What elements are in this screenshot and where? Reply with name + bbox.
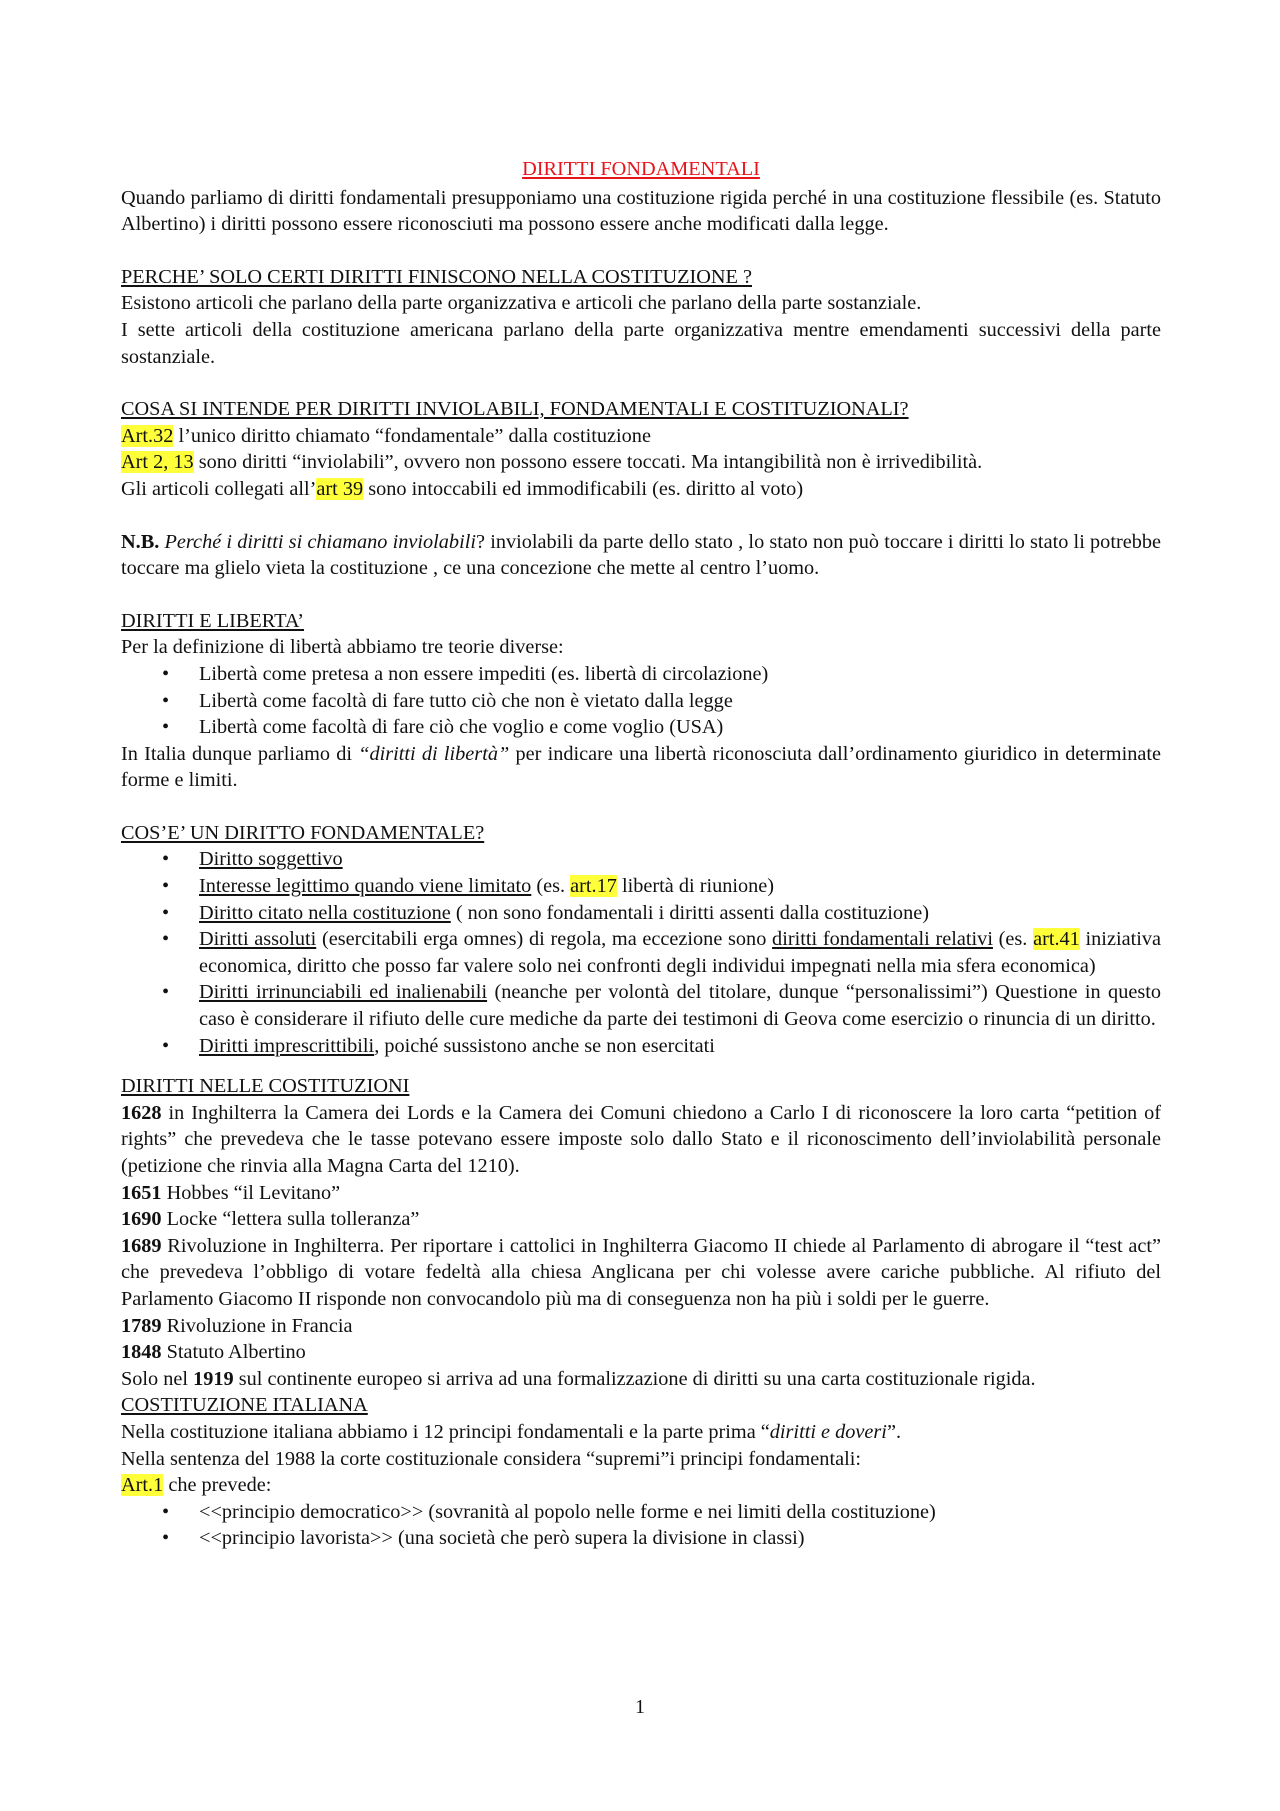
timeline-entry: 1651 Hobbes “il Levitano” <box>121 1181 341 1204</box>
timeline-entry: 1690 Locke “lettera sulla tolleranza” <box>121 1208 420 1231</box>
article-ref-highlight: Art 2, 13 <box>121 451 194 474</box>
list-item: • Diritto soggettivo <box>121 846 1161 873</box>
list-item: • Diritti imprescrittibili, poiché sussistono anche se non esercitati <box>121 1033 1161 1060</box>
section-heading-diritto-fondamentale: COS’E’ UN DIRITTO FONDAMENTALE? <box>121 821 485 844</box>
paragraph: Nella costituzione italiana abbiamo i 12 principi fondamentali e la parte prima “diritti e doveri”. <box>121 1420 902 1443</box>
list-item: • Interesse legittimo quando viene limitato (es. art.17 libertà di riunione) <box>121 873 1161 900</box>
document-body <box>121 156 1161 1552</box>
article-ref-highlight: Art.1 <box>121 1474 164 1497</box>
paragraph: I sette articoli della costituzione americana parlano della parte organizzativa mentre emendamenti successivi della parte sostanziale. <box>121 318 1161 368</box>
bullet-list <box>121 661 1161 741</box>
timeline-entry: 1848 Statuto Albertino <box>121 1341 306 1364</box>
article-line: Art 2, 13 sono diritti “inviolabili”, ovvero non possono essere toccati. Ma intangibilità non è irrivedibilità. <box>121 451 983 474</box>
list-item: • <<principio lavorista>> (una società che però supera la divisione in classi) <box>121 1525 1161 1552</box>
article-ref-highlight: art 39 <box>316 477 364 500</box>
paragraph: In Italia dunque parliamo di “diritti di libertà” per indicare una libertà riconosciuta dall’ordinamento giuridico in determinate forme e limiti. <box>121 742 1162 792</box>
article-ref-highlight: art.17 <box>570 875 617 898</box>
section-heading-costituzioni: DIRITTI NELLE COSTITUZIONI <box>121 1075 410 1098</box>
timeline-entry: 1689 Rivoluzione in Inghilterra. Per riportare i cattolici in Inghilterra Giacomo II chiede al Parlamento di abrogare il “test act” che prevedeva l’obbligo di votare fedeltà alla chiesa Anglicana per chi volesse avere cariche pubbliche. Al rifiuto del Parlamento Giacomo II risponde non convocandolo più ma di conseguenza non ha più i soldi per le guerre. <box>121 1234 1161 1310</box>
list-item: • Libertà come pretesa a non essere impediti (es. libertà di circolazione) <box>121 661 1161 688</box>
article-line: Gli articoli collegati all’art 39 sono intoccabili ed immodificabili (es. diritto al voto) <box>121 477 804 500</box>
list-item: • Libertà come facoltà di fare tutto ciò che non è vietato dalla legge <box>121 688 1161 715</box>
list-item: • <<principio democratico>> (sovranità al popolo nelle forme e nei limiti della costituzione) <box>121 1499 1161 1526</box>
article-line: Art.32 l’unico diritto chiamato “fondamentale” dalla costituzione <box>121 424 651 447</box>
bullet-list <box>121 1499 1161 1552</box>
list-item: • Libertà come facoltà di fare ciò che voglio e come voglio (USA) <box>121 714 1161 741</box>
paragraph: Per la definizione di libertà abbiamo tre teorie diverse: <box>121 636 564 659</box>
section-heading-costituzione: PERCHE’ SOLO CERTI DIRITTI FINISCONO NELLA COSTITUZIONE ? <box>121 265 753 288</box>
intro-paragraph: Quando parliamo di diritti fondamentali presupponiamo una costituzione rigida perché in una costituzione flessibile (es. Statuto Albertino) i diritti possono essere riconosciuti ma possono essere anche modificati dalla legge. <box>121 186 1161 236</box>
section-heading-costituzione-italiana: COSTITUZIONE ITALIANA <box>121 1394 368 1417</box>
paragraph: Nella sentenza del 1988 la corte costituzionale considera “supremi”i principi fondamentali: <box>121 1447 861 1470</box>
page-number: 1 <box>635 1696 645 1718</box>
list-item: • Diritti irrinunciabili ed inalienabili (neanche per volontà del titolare, dunque “personalissimi”) Questione in questo caso è considerare il rifiuto delle cure mediche da parte dei testimoni di Geova come esercizio o rinuncia di un diritto. <box>121 979 1161 1032</box>
timeline-entry: 1789 Rivoluzione in Francia <box>121 1314 353 1337</box>
article-line: Art.1 che prevede: <box>121 1474 272 1497</box>
page-title: DIRITTI FONDAMENTALI <box>522 158 760 180</box>
list-item: • Diritto citato nella costituzione ( non sono fondamentali i diritti assenti dalla costituzione) <box>121 900 1161 927</box>
nota-bene-paragraph: N.B. Perché i diritti si chiamano inviolabili? inviolabili da parte dello stato , lo stato non può toccare i diritti lo stato li potrebbe toccare ma glielo vieta la costituzione , ce una concezione che mette al centro l’uomo. <box>121 530 1161 580</box>
list-item: • Diritti assoluti (esercitabili erga omnes) di regola, ma eccezione sono diritti fondamentali relativi (es. art.41 iniziativa economica, diritto che posso far valere solo nei confronti degli individui impegnati nella mia sfera economica) <box>121 926 1161 979</box>
paragraph: Solo nel 1919 sul continente europeo si arriva ad una formalizzazione di diritti su una carta costituzionale rigida. <box>121 1367 1036 1390</box>
paragraph: Esistono articoli che parlano della parte organizzativa e articoli che parlano della parte sostanziale. <box>121 292 922 315</box>
article-ref-highlight: art.41 <box>1033 928 1080 951</box>
timeline-entry: 1628 in Inghilterra la Camera dei Lords e la Camera dei Comuni chiedono a Carlo I di riconoscere la loro carta “petition of rights” che prevedeva che le tasse potevano essere imposte solo dallo Stato e il riconoscimento dell’inviolabilità personale (petizione che rinvia alla Magna Carta del 1210). <box>121 1101 1161 1177</box>
section-heading-liberta: DIRITTI E LIBERTA’ <box>121 609 305 632</box>
article-ref-highlight: Art.32 <box>121 424 174 447</box>
section-heading-inviolabili: COSA SI INTENDE PER DIRITTI INVIOLABILI, FONDAMENTALI E COSTITUZIONALI? <box>121 398 909 421</box>
bullet-list <box>121 846 1161 1059</box>
